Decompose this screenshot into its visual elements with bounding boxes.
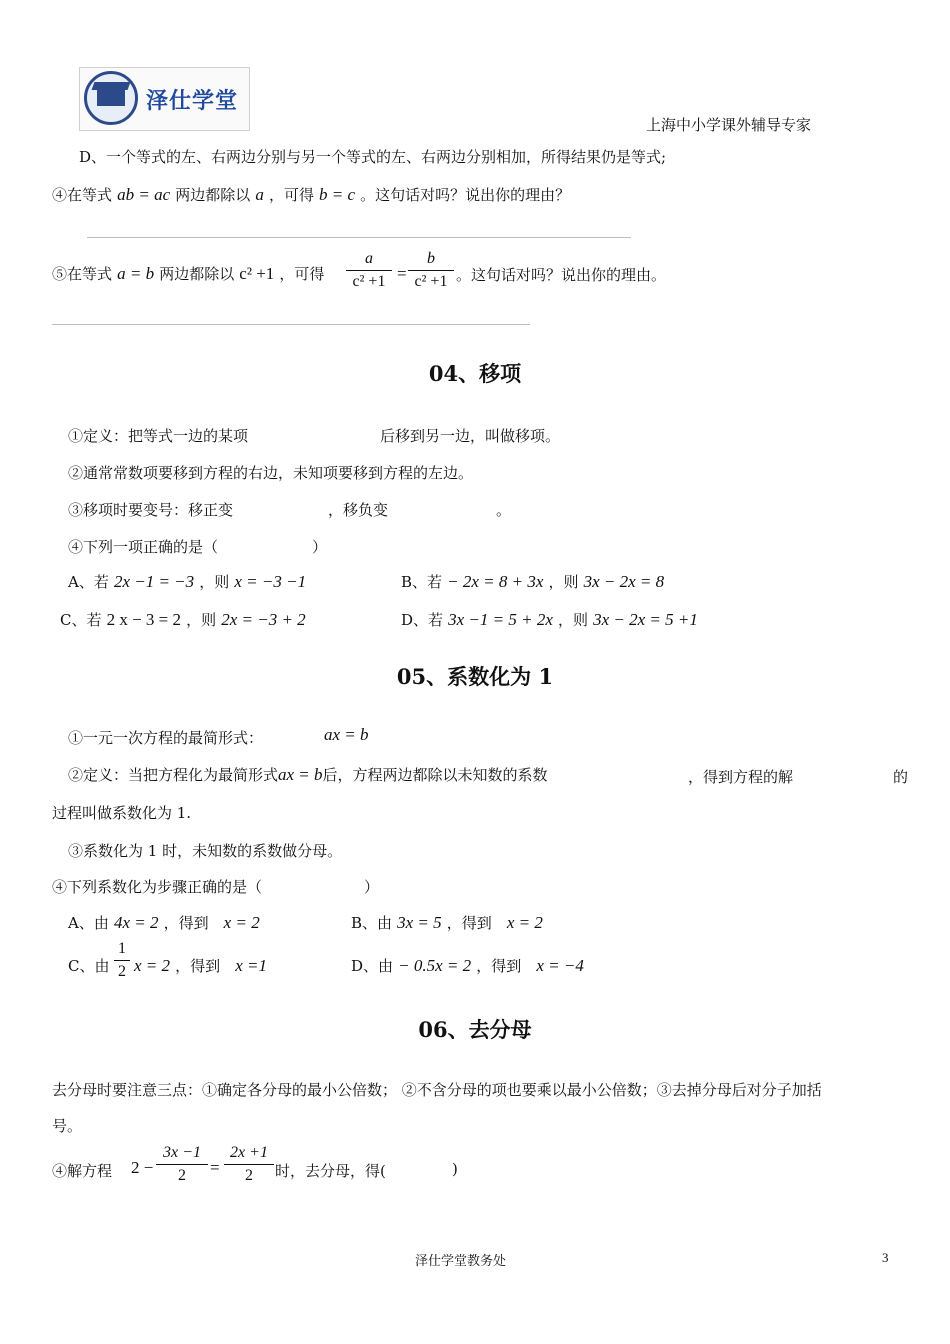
s04-p1-b: 后移到另一边，叫做移项。 bbox=[380, 427, 561, 445]
s05-p2 bbox=[68, 764, 548, 785]
s06-num1: 3x −1 bbox=[163, 1144, 201, 1161]
s06-p1-end: 号。 bbox=[52, 1117, 83, 1135]
s04-d-then: ，则 bbox=[557, 611, 588, 629]
s05-p3: ③系数化为 1 时，未知数的系数做分母。 bbox=[68, 842, 343, 860]
s04-p3-a: ③移项时要变号：移正变 bbox=[68, 501, 234, 519]
s05-a-mid: ，得到 bbox=[163, 914, 209, 932]
s04-option-b bbox=[401, 571, 664, 592]
s05-p2-c: ，得到方程的解 bbox=[688, 768, 794, 786]
s05-c-den: 2 bbox=[118, 963, 126, 980]
s05-p2-a: ②定义：当把方程化为最简形式 bbox=[68, 766, 279, 784]
s06-p2-a: ④解方程 bbox=[52, 1162, 113, 1180]
s05-option-c-rest bbox=[134, 955, 267, 976]
q5-text-a: ⑤在等式 bbox=[52, 265, 113, 283]
s06-num2: 2x +1 bbox=[230, 1144, 268, 1161]
s04-c-label: C、若 bbox=[60, 611, 102, 629]
page-number: 3 bbox=[882, 1250, 889, 1265]
school-seal-icon bbox=[84, 71, 138, 125]
s06-fraction-2 bbox=[224, 1144, 274, 1185]
s04-c-eq1: 2 x − 3 = 2 bbox=[106, 610, 182, 629]
q5-num2: b bbox=[427, 250, 435, 267]
s04-c-then: ，则 bbox=[186, 611, 217, 629]
s05-c-res: x =1 bbox=[235, 956, 268, 975]
s05-option-d bbox=[351, 955, 584, 976]
s05-c-fraction bbox=[114, 940, 130, 981]
s05-b-mid: ，得到 bbox=[446, 914, 492, 932]
s06-p2-two: 2 − bbox=[131, 1158, 154, 1177]
s05-a-res: x = 2 bbox=[223, 913, 260, 932]
s04-d-eq2: 3x − 2x = 5 +1 bbox=[593, 610, 698, 629]
s05-b-eq: 3x = 5 bbox=[397, 913, 442, 932]
q4-eq2: b = c bbox=[319, 185, 356, 204]
s04-d-label: D、若 bbox=[401, 611, 444, 629]
s06-p2-close: ) bbox=[452, 1160, 458, 1178]
s05-option-c bbox=[68, 955, 109, 976]
q4-eq: ab = ac bbox=[117, 185, 171, 204]
q5-text-b: 两边都除以 bbox=[159, 265, 235, 283]
s05-p2-d: 的 bbox=[893, 768, 909, 786]
q5-expr: c² +1 bbox=[239, 264, 275, 283]
q4-var: a bbox=[255, 185, 264, 204]
s04-p1-a: ①定义：把等式一边的某项 bbox=[68, 427, 249, 445]
s05-c-label: C、由 bbox=[68, 957, 110, 975]
s04-a-then: ，则 bbox=[199, 573, 230, 591]
s05-a-eq: 4x = 2 bbox=[113, 913, 159, 932]
q5-fraction-1 bbox=[346, 250, 392, 291]
s05-c-num: 1 bbox=[118, 940, 126, 957]
heading-05: 05、系数化为 1 bbox=[396, 664, 554, 689]
s05-option-a bbox=[68, 912, 260, 933]
s06-p1: 去分母时要注意三点：①确定各分母的最小公倍数； ②不含分母的项也要乘以最小公倍数；③去掉分母后对分子加括 bbox=[52, 1081, 822, 1099]
header-tagline: 上海中小学课外辅导专家 bbox=[646, 116, 812, 134]
s04-b-then: ，则 bbox=[548, 573, 579, 591]
s04-p4: ④下列一项正确的是（ bbox=[68, 538, 219, 556]
s04-p4-close: ） bbox=[312, 538, 328, 556]
s05-p2-b: 后，方程两边都除以未知数的系数 bbox=[322, 766, 548, 784]
s04-a-eq2: x = −3 −1 bbox=[234, 572, 307, 591]
s05-p4: ④下列系数化为步骤正确的是（ bbox=[52, 878, 263, 896]
q4-text-d: 。这句话对吗？说出你的理由？ bbox=[360, 186, 571, 204]
q4-text-a: ④在等式 bbox=[52, 186, 113, 204]
item-d: D、一个等式的左、右两边分别与另一个等式的左、右两边分别相加，所得结果仍是等式; bbox=[79, 148, 667, 166]
footer-center: 泽仕学堂教务处 bbox=[415, 1254, 507, 1269]
s04-b-label: B、若 bbox=[401, 573, 443, 591]
q5-eqsign: = bbox=[397, 264, 407, 283]
s04-p3-c: 。 bbox=[496, 501, 512, 519]
logo bbox=[79, 67, 250, 131]
q5-den2: c² +1 bbox=[414, 273, 448, 290]
s06-den1: 2 bbox=[178, 1167, 186, 1184]
s05-c-mid: ，得到 bbox=[175, 957, 221, 975]
q5-eq: a = b bbox=[117, 264, 155, 283]
heading-06: 06、去分母 bbox=[418, 1017, 532, 1042]
s05-d-label: D、由 bbox=[351, 957, 394, 975]
s04-b-eq1: − 2x = 8 + 3x bbox=[447, 572, 544, 591]
question-5 bbox=[52, 263, 324, 284]
s06-fraction-1 bbox=[156, 1144, 208, 1185]
heading-04: 04、移项 bbox=[428, 361, 522, 386]
s05-p2-eq: ax = b bbox=[278, 765, 323, 784]
s05-d-mid: ，得到 bbox=[476, 957, 522, 975]
s04-p3-b: ，移负变 bbox=[328, 501, 389, 519]
s05-a-label: A、由 bbox=[68, 914, 109, 932]
s04-option-c bbox=[60, 609, 306, 630]
s04-a-eq1: 2x −1 = −3 bbox=[113, 572, 195, 591]
s04-option-a bbox=[68, 571, 306, 592]
q5-text-d: 。这句话对吗？说出你的理由。 bbox=[456, 266, 667, 284]
answer-line-q5 bbox=[52, 324, 530, 325]
logo-text: 泽仕学堂 bbox=[146, 89, 239, 114]
s05-option-b bbox=[351, 912, 543, 933]
s05-c-eq: x = 2 bbox=[134, 956, 171, 975]
s04-p2: ②通常常数项要移到方程的右边，未知项要移到方程的左边。 bbox=[68, 464, 474, 482]
s04-b-eq2: 3x − 2x = 8 bbox=[583, 572, 665, 591]
q5-text-c: ，可得 bbox=[279, 265, 325, 283]
s06-p2-eq: = bbox=[210, 1158, 220, 1177]
s05-b-label: B、由 bbox=[351, 914, 393, 932]
s05-p4-close: ） bbox=[364, 878, 380, 896]
s04-a-label: A、若 bbox=[68, 573, 109, 591]
s06-p2-b: 时，去分母，得( bbox=[275, 1162, 386, 1180]
s05-d-eq: − 0.5x = 2 bbox=[398, 956, 472, 975]
s04-option-d bbox=[401, 609, 698, 630]
q4-text-b: 两边都除以 bbox=[175, 186, 251, 204]
q4-text-c: ，可得 bbox=[268, 186, 314, 204]
s05-d-res: x = −4 bbox=[536, 956, 584, 975]
s05-b-res: x = 2 bbox=[506, 913, 543, 932]
question-4 bbox=[52, 184, 570, 205]
s05-p1-eq: ax = b bbox=[324, 725, 369, 744]
answer-line-q4 bbox=[87, 237, 631, 238]
q5-num1: a bbox=[365, 250, 373, 267]
s04-d-eq1: 3x −1 = 5 + 2x bbox=[448, 610, 553, 629]
s04-c-eq2: 2x = −3 + 2 bbox=[221, 610, 306, 629]
q5-fraction-2 bbox=[408, 250, 454, 291]
s05-p2-e: 过程叫做系数化为 1. bbox=[52, 804, 192, 822]
q5-den1: c² +1 bbox=[352, 273, 386, 290]
s05-p1-a: ①一元一次方程的最简形式： bbox=[68, 729, 264, 747]
s06-den2: 2 bbox=[245, 1167, 253, 1184]
